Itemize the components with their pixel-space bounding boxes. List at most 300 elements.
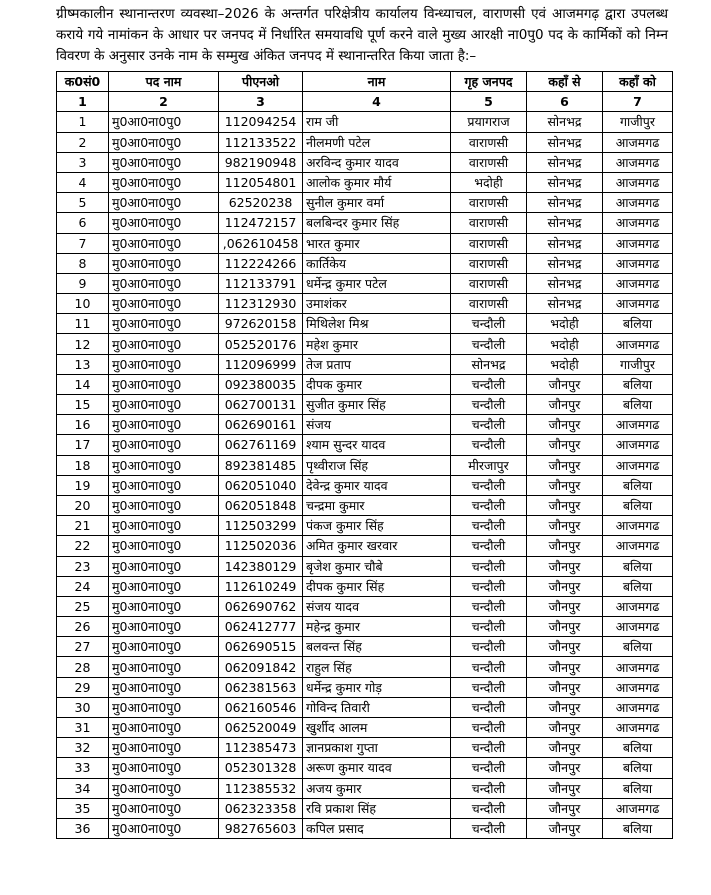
cell-serial: 22: [57, 536, 109, 556]
cell-from: जौनपुर: [527, 576, 603, 596]
cell-home-district: वाराणसी: [451, 132, 527, 152]
cell-pno: 112502036: [219, 536, 303, 556]
table-row: [57, 334, 673, 354]
cell-serial: 26: [57, 617, 109, 637]
cell-to: आजमगढ: [603, 213, 673, 233]
cell-name: बृजेश कुमार चौबे: [303, 556, 451, 576]
cell-home-district: वाराणसी: [451, 273, 527, 293]
cell-home-district: चन्दौली: [451, 536, 527, 556]
cell-post: मु0आ0ना0पु0: [109, 132, 219, 152]
cell-pno: 062412777: [219, 617, 303, 637]
table-row: [57, 112, 673, 132]
cell-post: मु0आ0ना0पु0: [109, 213, 219, 233]
cell-from: जौनपुर: [527, 617, 603, 637]
cell-serial: 16: [57, 415, 109, 435]
cell-post: मु0आ0ना0पु0: [109, 415, 219, 435]
cell-name: कार्तिकेय: [303, 253, 451, 273]
cell-pno: 112610249: [219, 576, 303, 596]
cell-home-district: चन्दौली: [451, 576, 527, 596]
cell-from: सोनभद्र: [527, 273, 603, 293]
cell-home-district: प्रयागराज: [451, 112, 527, 132]
table-row: [57, 637, 673, 657]
cell-pno: 052301328: [219, 758, 303, 778]
table-row: [57, 576, 673, 596]
cell-serial: 35: [57, 798, 109, 818]
cell-from: सोनभद्र: [527, 233, 603, 253]
cell-from: सोनभद्र: [527, 132, 603, 152]
cell-to: बलिया: [603, 738, 673, 758]
cell-post: मु0आ0ना0पु0: [109, 516, 219, 536]
cell-from: जौनपुर: [527, 818, 603, 838]
cell-serial: 36: [57, 818, 109, 838]
header-pno: पीएनओ: [219, 72, 303, 92]
table-row: [57, 718, 673, 738]
table-row: [57, 617, 673, 637]
cell-serial: 7: [57, 233, 109, 253]
column-number: 7: [603, 92, 673, 112]
cell-from: जौनपुर: [527, 556, 603, 576]
cell-to: आजमगढ: [603, 697, 673, 717]
cell-pno: 112133791: [219, 273, 303, 293]
cell-pno: 112096999: [219, 354, 303, 374]
cell-serial: 13: [57, 354, 109, 374]
cell-to: बलिया: [603, 637, 673, 657]
cell-post: मु0आ0ना0पु0: [109, 374, 219, 394]
cell-home-district: चन्दौली: [451, 374, 527, 394]
cell-from: जौनपुर: [527, 677, 603, 697]
cell-serial: 9: [57, 273, 109, 293]
cell-home-district: चन्दौली: [451, 314, 527, 334]
cell-home-district: चन्दौली: [451, 475, 527, 495]
cell-from: भदोही: [527, 334, 603, 354]
table-row: [57, 778, 673, 798]
cell-post: मु0आ0ना0पु0: [109, 536, 219, 556]
column-number: 6: [527, 92, 603, 112]
cell-from: भदोही: [527, 354, 603, 374]
cell-pno: 112094254: [219, 112, 303, 132]
column-number: 5: [451, 92, 527, 112]
cell-serial: 17: [57, 435, 109, 455]
cell-from: जौनपुर: [527, 778, 603, 798]
cell-post: मु0आ0ना0पु0: [109, 697, 219, 717]
cell-from: जौनपुर: [527, 455, 603, 475]
cell-name: संजय यादव: [303, 596, 451, 616]
cell-name: अरविन्द कुमार यादव: [303, 152, 451, 172]
table-row: [57, 193, 673, 213]
cell-post: मु0आ0ना0पु0: [109, 152, 219, 172]
cell-serial: 33: [57, 758, 109, 778]
cell-serial: 23: [57, 556, 109, 576]
cell-from: जौनपुर: [527, 536, 603, 556]
cell-serial: 2: [57, 132, 109, 152]
cell-from: जौनपुर: [527, 798, 603, 818]
cell-to: बलिया: [603, 758, 673, 778]
cell-pno: 062700131: [219, 395, 303, 415]
cell-post: मु0आ0ना0पु0: [109, 455, 219, 475]
cell-serial: 4: [57, 172, 109, 192]
cell-pno: 982765603: [219, 818, 303, 838]
cell-name: नीलमणी पटेल: [303, 132, 451, 152]
table-row: [57, 395, 673, 415]
cell-to: बलिया: [603, 556, 673, 576]
cell-home-district: चन्दौली: [451, 818, 527, 838]
cell-from: जौनपुर: [527, 495, 603, 515]
cell-post: मु0आ0ना0पु0: [109, 778, 219, 798]
cell-home-district: चन्दौली: [451, 637, 527, 657]
cell-pno: 112054801: [219, 172, 303, 192]
cell-to: आजमगढ: [603, 718, 673, 738]
table-row: [57, 233, 673, 253]
cell-to: आजमगढ: [603, 152, 673, 172]
cell-serial: 28: [57, 657, 109, 677]
table-row: [57, 354, 673, 374]
cell-serial: 19: [57, 475, 109, 495]
cell-post: मु0आ0ना0पु0: [109, 395, 219, 415]
table-row: [57, 516, 673, 536]
cell-home-district: चन्दौली: [451, 677, 527, 697]
cell-name: धर्मेन्द्र कुमार पटेल: [303, 273, 451, 293]
cell-name: अमित कुमार खरवार: [303, 536, 451, 556]
cell-from: सोनभद्र: [527, 253, 603, 273]
cell-home-district: चन्दौली: [451, 596, 527, 616]
cell-pno: 112133522: [219, 132, 303, 152]
cell-post: मु0आ0ना0पु0: [109, 617, 219, 637]
cell-post: मु0आ0ना0पु0: [109, 818, 219, 838]
cell-from: जौनपुर: [527, 596, 603, 616]
table-row: [57, 798, 673, 818]
cell-serial: 5: [57, 193, 109, 213]
table-row: [57, 818, 673, 838]
cell-pno: ,062610458: [219, 233, 303, 253]
cell-name: खुर्शीद आलम: [303, 718, 451, 738]
cell-to: आजमगढ: [603, 657, 673, 677]
cell-pno: 142380129: [219, 556, 303, 576]
cell-from: सोनभद्र: [527, 213, 603, 233]
cell-home-district: वाराणसी: [451, 253, 527, 273]
cell-post: मु0आ0ना0पु0: [109, 233, 219, 253]
cell-to: आजमगढ: [603, 193, 673, 213]
cell-from: भदोही: [527, 314, 603, 334]
cell-post: मु0आ0ना0पु0: [109, 294, 219, 314]
cell-pno: 062160546: [219, 697, 303, 717]
cell-name: तेज प्रताप: [303, 354, 451, 374]
cell-pno: 112503299: [219, 516, 303, 536]
cell-name: रवि प्रकाश सिंह: [303, 798, 451, 818]
cell-serial: 11: [57, 314, 109, 334]
cell-home-district: वाराणसी: [451, 213, 527, 233]
cell-to: आजमगढ: [603, 233, 673, 253]
cell-from: सोनभद्र: [527, 112, 603, 132]
cell-serial: 6: [57, 213, 109, 233]
cell-pno: 062761169: [219, 435, 303, 455]
cell-post: मु0आ0ना0पु0: [109, 798, 219, 818]
cell-serial: 10: [57, 294, 109, 314]
cell-from: जौनपुर: [527, 395, 603, 415]
cell-home-district: भदोही: [451, 172, 527, 192]
cell-to: आजमगढ: [603, 132, 673, 152]
cell-serial: 18: [57, 455, 109, 475]
cell-to: आजमगढ: [603, 273, 673, 293]
cell-post: मु0आ0ना0पु0: [109, 334, 219, 354]
cell-from: सोनभद्र: [527, 193, 603, 213]
table-row: [57, 495, 673, 515]
cell-home-district: चन्दौली: [451, 556, 527, 576]
table-row: [57, 758, 673, 778]
cell-from: जौनपुर: [527, 516, 603, 536]
table-row: [57, 415, 673, 435]
cell-to: गाजीपुर: [603, 354, 673, 374]
cell-name: देवेन्द्र कुमार यादव: [303, 475, 451, 495]
cell-post: मु0आ0ना0पु0: [109, 657, 219, 677]
cell-pno: 112224266: [219, 253, 303, 273]
cell-from: जौनपुर: [527, 475, 603, 495]
cell-to: आजमगढ: [603, 253, 673, 273]
cell-post: मु0आ0ना0पु0: [109, 576, 219, 596]
cell-serial: 34: [57, 778, 109, 798]
cell-post: मु0आ0ना0पु0: [109, 758, 219, 778]
cell-name: पृथ्वीराज सिंह: [303, 455, 451, 475]
cell-home-district: वाराणसी: [451, 294, 527, 314]
cell-serial: 15: [57, 395, 109, 415]
intro-paragraph: ग्रीष्मकालीन स्थानान्तरण व्यवस्था–2026 के अन्तर्गत परिक्षेत्रीय कार्यालय विन्ध्याचल, वाराणसी एवं आजमगढ़ द्वारा उपलब्ध कराये गये नामांकन के आधार पर जनपद में निर्धारित समयावधि पूर्ण करने वाले मुख्य आरक्षी ना0पु0 पद के कार्मिकों को निम्न विवरण के अनुसार उनके नाम के सम्मुख अंकित जनपद में स्थानान्तरित किया जाता है:–: [56, 6, 668, 64]
header-from: कहाँ से: [527, 72, 603, 92]
cell-pno: 112385532: [219, 778, 303, 798]
cell-serial: 12: [57, 334, 109, 354]
cell-post: मु0आ0ना0पु0: [109, 172, 219, 192]
cell-to: आजमगढ: [603, 455, 673, 475]
cell-home-district: चन्दौली: [451, 697, 527, 717]
cell-pno: 112312930: [219, 294, 303, 314]
cell-home-district: चन्दौली: [451, 435, 527, 455]
column-number: 3: [219, 92, 303, 112]
cell-pno: 062690762: [219, 596, 303, 616]
cell-to: बलिया: [603, 374, 673, 394]
header-to: कहाँ को: [603, 72, 673, 92]
cell-name: दीपक कुमार: [303, 374, 451, 394]
table-row: [57, 475, 673, 495]
table-row: [57, 536, 673, 556]
cell-to: गाजीपुर: [603, 112, 673, 132]
cell-pno: 982190948: [219, 152, 303, 172]
cell-name: संजय: [303, 415, 451, 435]
column-number: 4: [303, 92, 451, 112]
cell-serial: 20: [57, 495, 109, 515]
cell-pno: 062323358: [219, 798, 303, 818]
cell-home-district: वाराणसी: [451, 233, 527, 253]
cell-pno: 112472157: [219, 213, 303, 233]
cell-post: मु0आ0ना0पु0: [109, 495, 219, 515]
cell-home-district: चन्दौली: [451, 738, 527, 758]
cell-home-district: चन्दौली: [451, 778, 527, 798]
table-row: [57, 314, 673, 334]
cell-serial: 29: [57, 677, 109, 697]
cell-to: आजमगढ: [603, 334, 673, 354]
cell-name: कपिल प्रसाद: [303, 818, 451, 838]
cell-name: भारत कुमार: [303, 233, 451, 253]
table-row: [57, 152, 673, 172]
cell-pno: 062091842: [219, 657, 303, 677]
cell-from: जौनपुर: [527, 374, 603, 394]
cell-name: धर्मेन्द्र कुमार गोड़: [303, 677, 451, 697]
cell-from: जौनपुर: [527, 758, 603, 778]
cell-post: मु0आ0ना0पु0: [109, 738, 219, 758]
cell-serial: 24: [57, 576, 109, 596]
cell-post: मु0आ0ना0पु0: [109, 193, 219, 213]
cell-name: उमाशंकर: [303, 294, 451, 314]
table-row: [57, 435, 673, 455]
cell-from: जौनपुर: [527, 718, 603, 738]
cell-to: आजमगढ: [603, 415, 673, 435]
cell-to: बलिया: [603, 576, 673, 596]
cell-name: राहुल सिंह: [303, 657, 451, 677]
table-row: [57, 556, 673, 576]
column-number: 2: [109, 92, 219, 112]
cell-pno: 062690515: [219, 637, 303, 657]
cell-name: गोविन्द तिवारी: [303, 697, 451, 717]
cell-serial: 32: [57, 738, 109, 758]
cell-post: मु0आ0ना0पु0: [109, 556, 219, 576]
cell-home-district: चन्दौली: [451, 798, 527, 818]
cell-serial: 8: [57, 253, 109, 273]
cell-name: राम जी: [303, 112, 451, 132]
cell-from: जौनपुर: [527, 657, 603, 677]
column-number: 1: [57, 92, 109, 112]
cell-post: मु0आ0ना0पु0: [109, 354, 219, 374]
table-row: [57, 738, 673, 758]
cell-post: मु0आ0ना0पु0: [109, 596, 219, 616]
cell-to: आजमगढ: [603, 536, 673, 556]
cell-home-district: चन्दौली: [451, 415, 527, 435]
cell-from: जौनपुर: [527, 415, 603, 435]
cell-pno: 062520049: [219, 718, 303, 738]
cell-from: जौनपुर: [527, 435, 603, 455]
cell-to: आजमगढ: [603, 294, 673, 314]
table-row: [57, 374, 673, 394]
cell-serial: 27: [57, 637, 109, 657]
cell-home-district: वाराणसी: [451, 193, 527, 213]
cell-from: जौनपुर: [527, 697, 603, 717]
cell-pno: 892381485: [219, 455, 303, 475]
cell-pno: 092380035: [219, 374, 303, 394]
cell-pno: 112385473: [219, 738, 303, 758]
cell-name: सुजीत कुमार सिंह: [303, 395, 451, 415]
cell-home-district: वाराणसी: [451, 152, 527, 172]
transfer-table: [56, 71, 673, 839]
cell-to: आजमगढ: [603, 596, 673, 616]
cell-home-district: चन्दौली: [451, 657, 527, 677]
cell-from: सोनभद्र: [527, 172, 603, 192]
table-row: [57, 596, 673, 616]
cell-post: मु0आ0ना0पु0: [109, 273, 219, 293]
cell-home-district: चन्दौली: [451, 617, 527, 637]
cell-to: बलिया: [603, 475, 673, 495]
table-row: [57, 294, 673, 314]
cell-post: मु0आ0ना0पु0: [109, 253, 219, 273]
table-row: [57, 213, 673, 233]
cell-post: मु0आ0ना0पु0: [109, 677, 219, 697]
cell-serial: 31: [57, 718, 109, 738]
cell-serial: 3: [57, 152, 109, 172]
cell-serial: 1: [57, 112, 109, 132]
cell-name: महेश कुमार: [303, 334, 451, 354]
cell-serial: 25: [57, 596, 109, 616]
cell-pno: 062051040: [219, 475, 303, 495]
cell-post: मु0आ0ना0पु0: [109, 435, 219, 455]
cell-name: अरूण कुमार यादव: [303, 758, 451, 778]
column-number-row: [57, 92, 673, 112]
cell-to: आजमगढ: [603, 516, 673, 536]
cell-pno: 62520238: [219, 193, 303, 213]
table-row: [57, 253, 673, 273]
cell-post: मु0आ0ना0पु0: [109, 637, 219, 657]
cell-to: बलिया: [603, 818, 673, 838]
cell-pno: 972620158: [219, 314, 303, 334]
cell-post: मु0आ0ना0पु0: [109, 112, 219, 132]
cell-post: मु0आ0ना0पु0: [109, 314, 219, 334]
table-row: [57, 273, 673, 293]
cell-name: ज्ञानप्रकाश गुप्ता: [303, 738, 451, 758]
cell-post: मु0आ0ना0पु0: [109, 718, 219, 738]
cell-home-district: चन्दौली: [451, 758, 527, 778]
cell-post: मु0आ0ना0पु0: [109, 475, 219, 495]
table-row: [57, 132, 673, 152]
table-row: [57, 455, 673, 475]
cell-name: महेन्द्र कुमार: [303, 617, 451, 637]
cell-serial: 30: [57, 697, 109, 717]
cell-pno: 062051848: [219, 495, 303, 515]
cell-from: सोनभद्र: [527, 152, 603, 172]
table-row: [57, 677, 673, 697]
header-serial: क0सं0: [57, 72, 109, 92]
cell-name: अजय कुमार: [303, 778, 451, 798]
cell-home-district: चन्दौली: [451, 395, 527, 415]
cell-name: बलवन्त सिंह: [303, 637, 451, 657]
cell-to: आजमगढ: [603, 677, 673, 697]
cell-pno: 062690161: [219, 415, 303, 435]
cell-pno: 062381563: [219, 677, 303, 697]
cell-to: बलिया: [603, 314, 673, 334]
cell-home-district: चन्दौली: [451, 718, 527, 738]
cell-name: दीपक कुमार सिंह: [303, 576, 451, 596]
header-post: पद नाम: [109, 72, 219, 92]
cell-to: आजमगढ: [603, 617, 673, 637]
cell-to: आजमगढ: [603, 435, 673, 455]
cell-home-district: चन्दौली: [451, 516, 527, 536]
cell-name: चन्द्रमा कुमार: [303, 495, 451, 515]
cell-home-district: चन्दौली: [451, 495, 527, 515]
cell-from: सोनभद्र: [527, 294, 603, 314]
cell-to: बलिया: [603, 495, 673, 515]
header-home-district: गृह जनपद: [451, 72, 527, 92]
table-row: [57, 697, 673, 717]
cell-home-district: चन्दौली: [451, 334, 527, 354]
header-name: नाम: [303, 72, 451, 92]
table-header-row: [57, 72, 673, 92]
table-row: [57, 657, 673, 677]
cell-pno: 052520176: [219, 334, 303, 354]
cell-from: जौनपुर: [527, 738, 603, 758]
cell-to: बलिया: [603, 778, 673, 798]
cell-name: श्याम सुन्दर यादव: [303, 435, 451, 455]
cell-serial: 14: [57, 374, 109, 394]
cell-name: सुनील कुमार वर्मा: [303, 193, 451, 213]
cell-home-district: मीरजापुर: [451, 455, 527, 475]
cell-name: पंकज कुमार सिंह: [303, 516, 451, 536]
cell-name: मिथिलेश मिश्र: [303, 314, 451, 334]
table-body: [57, 112, 673, 839]
cell-serial: 21: [57, 516, 109, 536]
cell-home-district: सोनभद्र: [451, 354, 527, 374]
